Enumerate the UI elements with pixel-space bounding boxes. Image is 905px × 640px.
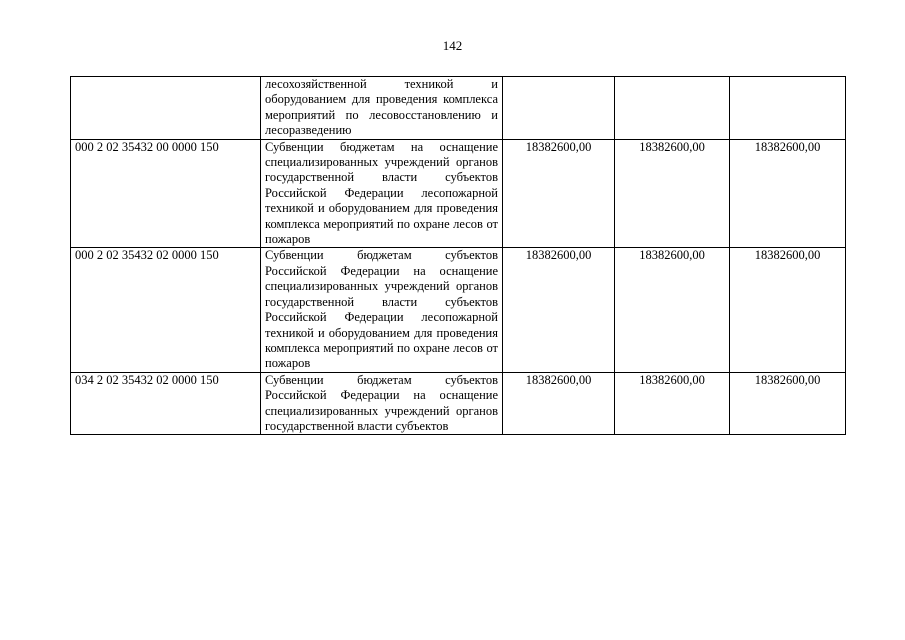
amount-2: 18382600,00 xyxy=(615,372,730,435)
classification-code: 000 2 02 35432 00 0000 150 xyxy=(71,139,261,248)
amount-1: 18382600,00 xyxy=(503,139,615,248)
classification-code: 000 2 02 35432 02 0000 150 xyxy=(71,248,261,372)
revenue-name-text: Субвенции бюджетам на оснащение специализированных учреждений органов государственной власти субъектов Российской Федерации лесопожарной техникой и оборудованием для проведения комплекса мероприятий по охране лесов от пожаров xyxy=(265,139,498,247)
revenue-name-text: Субвенции бюджетам субъектов Российской Федерации на оснащение специализированных учреждений органов государственной власти субъектов xyxy=(265,372,498,433)
table-row xyxy=(71,248,846,372)
amount-2: 18382600,00 xyxy=(615,139,730,248)
amount-1: 18382600,00 xyxy=(503,372,615,435)
amount-3: 18382600,00 xyxy=(730,248,846,372)
amount-2 xyxy=(615,77,730,140)
revenue-name-text: лесохозяйственной техникой и оборудованием для проведения комплекса мероприятий по лесовосстановлению и лесоразведению xyxy=(265,77,498,138)
amount-3: 18382600,00 xyxy=(730,139,846,248)
amount-1: 18382600,00 xyxy=(503,248,615,372)
table-row xyxy=(71,372,846,435)
budget-table xyxy=(70,76,846,435)
amount-1 xyxy=(503,77,615,140)
classification-code: 034 2 02 35432 02 0000 150 xyxy=(71,372,261,435)
revenue-name-text: Субвенции бюджетам субъектов Российской Федерации на оснащение специализированных учреждений органов государственной власти субъектов Российской Федерации лесопожарной техникой и оборудованием для проведения комплекса мероприятий по охране лесов от пожаров xyxy=(265,248,498,371)
revenue-name xyxy=(261,139,503,248)
table-row xyxy=(71,139,846,248)
revenue-name xyxy=(261,372,503,435)
classification-code xyxy=(71,77,261,140)
amount-2: 18382600,00 xyxy=(615,248,730,372)
page-number: 142 xyxy=(442,38,463,53)
amount-3 xyxy=(730,77,846,140)
revenue-name xyxy=(261,77,503,140)
table-row xyxy=(71,77,846,140)
amount-3: 18382600,00 xyxy=(730,372,846,435)
revenue-name xyxy=(261,248,503,372)
